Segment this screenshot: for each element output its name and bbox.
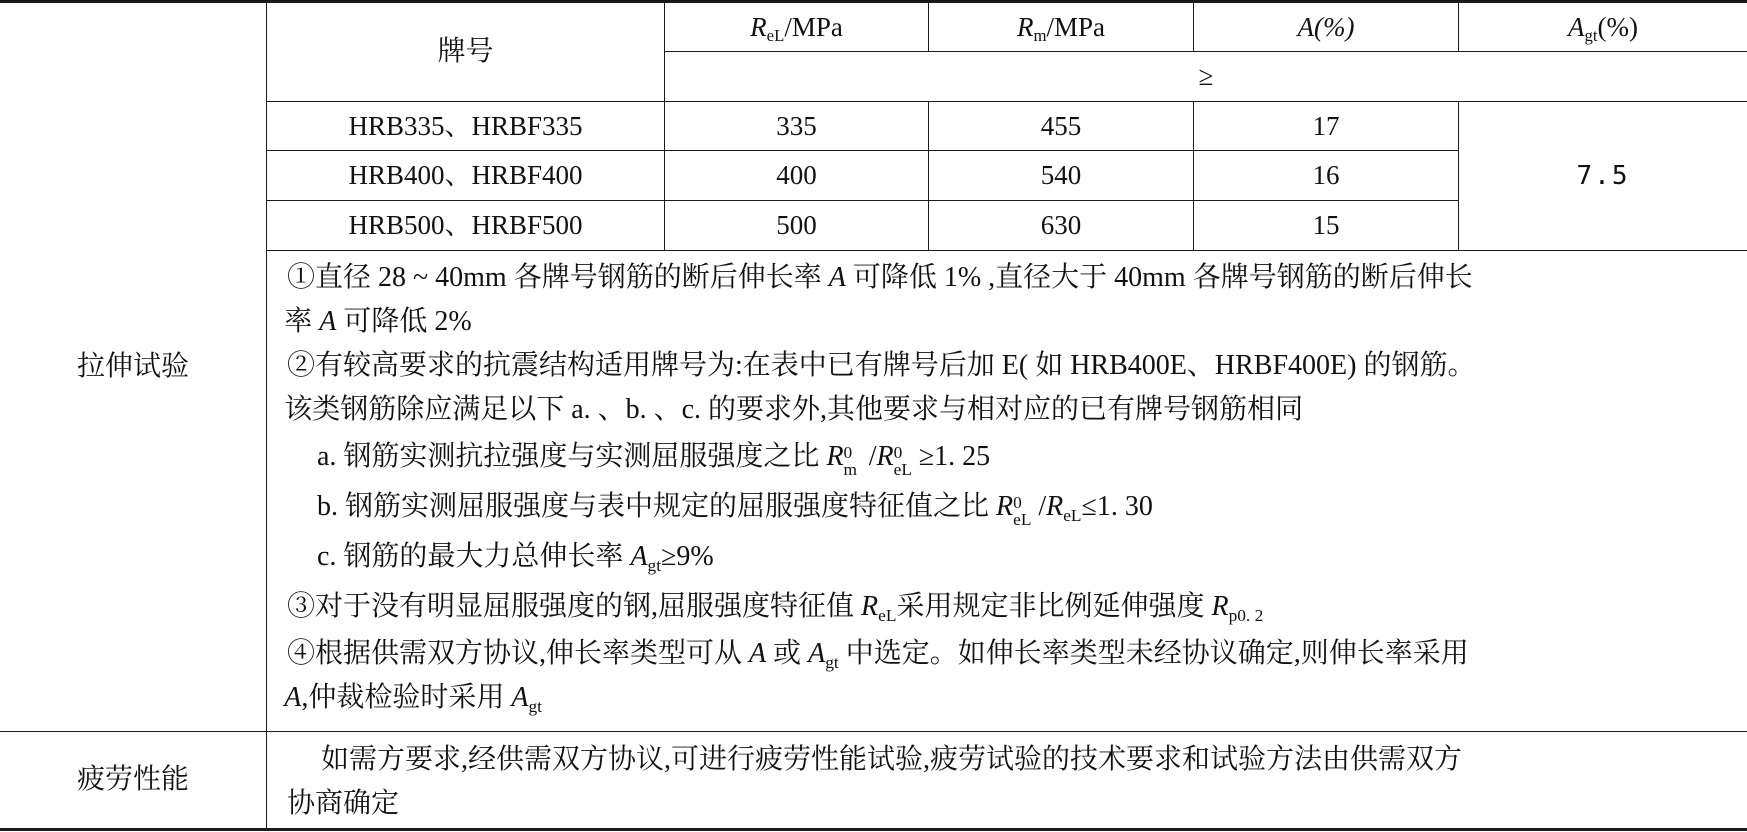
- row-3-rm: 630: [1040, 210, 1082, 240]
- note-2-item-b: b. 钢筋实测屈服强度与表中规定的屈服强度特征值之比 R 0 eL $/R_{eL}\le 1$. 30: [317, 491, 1153, 529]
- note-4-line-2: A,仲裁检验时采用 $A_{gt}$: [284, 682, 542, 716]
- header-rm-sub: m: [1033, 25, 1047, 45]
- header-agt: [1459, 3, 1747, 51]
- tensile-label: 拉伸试验: [76, 351, 189, 382]
- note-2-item-a: a. 钢筋实测抗拉强度与实测屈服强度之比 R 0 m /R 0 eL ≥1. 25: [317, 441, 991, 479]
- header-rel-unit: /MPa: [784, 11, 843, 42]
- header-agt-sub: gt: [1584, 25, 1598, 45]
- note-3: ③对于没有明显屈服强度的钢,屈服强度特征值 $R_{eL}$采用规定非比例延伸强度 $R_{p0. 2}$: [287, 591, 1264, 625]
- fatigue-label: 疲劳性能: [76, 764, 189, 795]
- header-rel-symbol: R: [750, 11, 767, 42]
- row-2-grade: HRB400、HRBF400: [348, 160, 583, 190]
- row-1-rel: 335: [776, 110, 817, 141]
- row-2-rel: 400: [776, 160, 817, 190]
- row-1-rm: 455: [1040, 110, 1082, 141]
- fatigue-line-2: 协商确定: [287, 788, 400, 819]
- note-2-item-c: c. 钢筋的最大力总伸长率 $A_{gt}\ge 9\%$: [317, 541, 714, 575]
- fatigue-text: [287, 738, 1727, 826]
- header-agt-symbol: A: [1567, 11, 1585, 42]
- tensile-notes: [284, 256, 1727, 720]
- row-1-a: 17: [1312, 110, 1340, 141]
- rule-table-bottom: [266, 250, 1747, 251]
- row-2-rm: 540: [1040, 160, 1082, 190]
- note-2-line-2: 该类钢筋除应满足以下 a. 、b. 、c. 的要求外,其他要求与相对应的已有牌号钢筋相同: [284, 394, 1304, 425]
- row-3-grade: HRB500、HRBF500: [348, 210, 583, 240]
- header-rel-sub: eL: [766, 25, 785, 45]
- row-2-a: 16: [1312, 160, 1340, 190]
- note-2-line-1: ②有较高要求的抗震结构适用牌号为:在表中已有牌号后加 E( 如 HRB400E、HRBF400E) 的钢筋。: [287, 350, 1476, 381]
- row-1-grade: HRB335、HRBF335: [348, 110, 583, 141]
- header-ge: ≥: [1198, 61, 1214, 91]
- note-1-line-2: 率 A 可降低 2%: [284, 306, 472, 337]
- note-4-line-1: ④根据供需双方协议,伸长率类型可从 A 或 $A_{gt}$ 中选定。如伸长率类型未经协议确定,则伸长率采用: [287, 638, 1469, 672]
- header-a: [1194, 3, 1458, 51]
- bottom-rule: [0, 828, 1747, 831]
- agt-value: 7.5: [1576, 161, 1630, 191]
- header-a-text: A(%): [1297, 11, 1355, 42]
- header-rm-symbol: R: [1016, 11, 1034, 42]
- fatigue-line-1: 如需方要求,经供需双方协议,可进行疲劳性能试验,疲劳试验的技术要求和试验方法由供需双方: [321, 744, 1463, 775]
- row-3-rel: 500: [776, 210, 817, 240]
- row-3-a: 15: [1312, 210, 1340, 240]
- header-rm-unit: /MPa: [1046, 11, 1106, 42]
- header-rel: [665, 3, 928, 51]
- header-rm: [929, 3, 1193, 51]
- note-1-line-1: ①直径 28 ~ 40mm 各牌号钢筋的断后伸长率 A 可降低 1% ,直径大于 40mm 各牌号钢筋的断后伸长: [287, 262, 1473, 293]
- header-grade: 牌号: [437, 36, 494, 67]
- header-agt-unit: (%): [1597, 11, 1638, 42]
